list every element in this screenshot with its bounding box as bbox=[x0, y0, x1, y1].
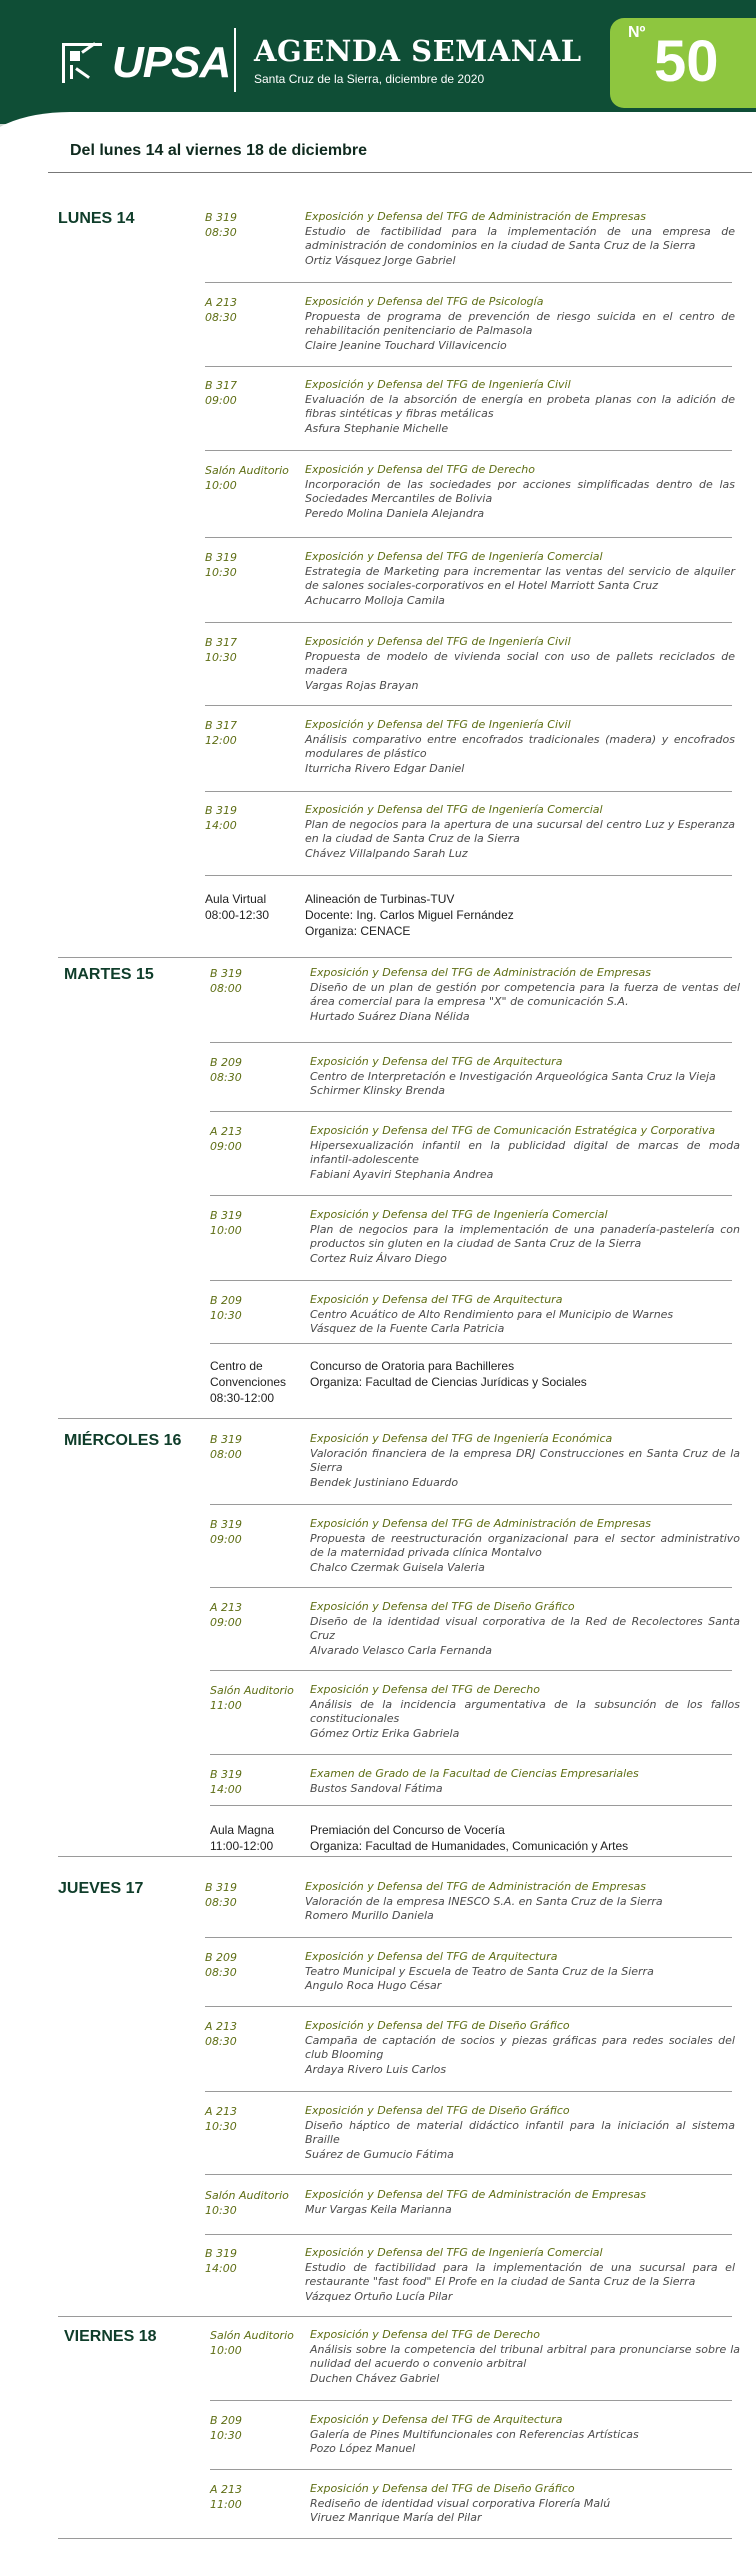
divider bbox=[58, 2538, 732, 2539]
entry-room-time bbox=[205, 463, 305, 493]
entry-title: Exposición y Defensa del TFG de Administración de Empresas bbox=[310, 1517, 652, 1530]
entry-detail: Suárez de Gumucio Fátima bbox=[305, 2147, 454, 2161]
entry-detail: Propuesta de programa de prevención de riesgo suicida en el centro de rehabilitación penitenciario de Palmasola bbox=[305, 309, 735, 337]
entry-description bbox=[305, 718, 735, 776]
divider bbox=[205, 2174, 732, 2175]
entry-detail: Hurtado Suárez Diana Nélida bbox=[310, 1009, 470, 1023]
entry-detail: Peredo Molina Daniela Alejandra bbox=[305, 506, 485, 520]
divider bbox=[210, 1805, 732, 1806]
divider bbox=[205, 2091, 732, 2092]
entry-detail: Análisis de la incidencia argumentativa de la subsunción de los fallos constitucionales bbox=[310, 1697, 740, 1725]
entry-description bbox=[305, 2104, 735, 2162]
entry-title: Exposición y Defensa del TFG de Derecho bbox=[310, 1683, 540, 1696]
room-time-line: 09:00 bbox=[210, 1616, 242, 1629]
divider bbox=[210, 2469, 732, 2470]
room-time-line: 08:00 bbox=[210, 1448, 242, 1461]
entry-detail: Angulo Roca Hugo César bbox=[305, 1979, 442, 1992]
entry-description bbox=[310, 1600, 740, 1658]
entry-detail: Plan de negocios para la implementación de una panadería-pastelería con productos sin gluten en la ciudad de Santa Cruz de la Sierra bbox=[310, 1222, 740, 1250]
divider bbox=[210, 1042, 732, 1043]
room-time-line: 10:00 bbox=[205, 479, 237, 492]
room-time-line: Centro de bbox=[210, 1359, 263, 1373]
room-time-line: 10:30 bbox=[205, 651, 237, 664]
entry-detail: Propuesta de modelo de vivienda social con uso de pallets reciclados de madera bbox=[305, 649, 735, 677]
entry-room-time bbox=[205, 1880, 305, 1910]
divider bbox=[205, 450, 732, 451]
entry-title: Exposición y Defensa del TFG de Ingeniería Civil bbox=[305, 635, 571, 648]
entry-description bbox=[310, 1293, 740, 1337]
entry-detail: Análisis sobre la competencia del tribunal arbitral para pronunciarse sobre la nulidad del acuerdo o convenio arbitral bbox=[310, 2342, 740, 2370]
entry-title: Exposición y Defensa del TFG de Ingeniería Económica bbox=[310, 1432, 613, 1445]
room-time-line: 08:30 bbox=[205, 226, 237, 239]
entry-detail: Valoración financiera de la empresa DRJ Construcciones en Santa Cruz de la Sierra bbox=[310, 1446, 740, 1474]
entry-title: Exposición y Defensa del TFG de Ingeniería Civil bbox=[305, 718, 571, 731]
room-time-line: 14:00 bbox=[210, 1783, 242, 1796]
entry-detail: Vargas Rojas Brayan bbox=[305, 678, 419, 692]
entry-detail: Propuesta de reestructuración organizacional para el sector administrativo de la maternidad privada clínica Montalvo bbox=[310, 1531, 740, 1559]
room-time-line: 10:00 bbox=[210, 2344, 242, 2357]
room-time-line: B 319 bbox=[210, 1433, 243, 1446]
entry-detail: Hipersexualización infantil en la publicidad digital de marcas de moda infantil-adolescente bbox=[310, 1138, 740, 1166]
entry-room-time bbox=[210, 1683, 310, 1713]
entry-title: Alineación de Turbinas-TUV bbox=[305, 892, 455, 906]
entry-description bbox=[310, 1822, 740, 1854]
entry-description bbox=[305, 1950, 735, 1994]
day-heading: MARTES 15 bbox=[64, 966, 154, 983]
entry-room-time bbox=[210, 1517, 310, 1547]
entry-detail: Centro de Interpretación e Investigación Arqueológica Santa Cruz la Vieja bbox=[310, 1069, 716, 1083]
divider bbox=[205, 537, 732, 538]
day-heading: VIERNES 18 bbox=[64, 2328, 157, 2345]
divider bbox=[210, 1195, 732, 1196]
divider bbox=[58, 1418, 732, 1419]
entry-title: Exposición y Defensa del TFG de Diseño Gráfico bbox=[310, 2482, 575, 2495]
entry-detail: Duchen Chávez Gabriel bbox=[310, 2371, 440, 2385]
entry-room-time bbox=[210, 2328, 310, 2358]
entry-room-time bbox=[205, 2019, 305, 2049]
entry-detail: Diseño háptico de material didáctico infantil para la iniciación al sistema Braille bbox=[305, 2118, 735, 2146]
divider bbox=[205, 366, 732, 367]
entry-detail: Alvarado Velasco Carla Fernanda bbox=[310, 1643, 493, 1657]
divider bbox=[210, 1754, 732, 1755]
entry-description bbox=[310, 1767, 740, 1796]
room-time-line: 10:30 bbox=[210, 1309, 242, 1322]
day-heading: MIÉRCOLES 16 bbox=[64, 1432, 182, 1449]
entry-title: Exposición y Defensa del TFG de Derecho bbox=[305, 463, 535, 476]
room-time-line: B 319 bbox=[210, 1209, 243, 1222]
entry-detail: Estudio de factibilidad para la implementación de una sucursal para el restaurante "fast food" El Profe en la ciudad de Santa Cruz de la Sierra bbox=[305, 2260, 735, 2288]
divider bbox=[205, 282, 732, 283]
divider bbox=[210, 1587, 732, 1588]
issue-number-label: Nº bbox=[628, 24, 646, 41]
room-time-line: B 317 bbox=[205, 636, 238, 649]
entry-title: Exposición y Defensa del TFG de Administración de Empresas bbox=[310, 966, 652, 979]
entry-detail: Análisis comparativo entre encofrados tradicionales (madera) y encofrados modulares de plástico bbox=[305, 732, 735, 760]
week-range: Del lunes 14 al viernes 18 de diciembre bbox=[70, 142, 368, 159]
entry-description bbox=[305, 2246, 735, 2304]
entry-detail: Viruez Manrique María del Pilar bbox=[310, 2511, 482, 2524]
room-time-line: B 209 bbox=[210, 2414, 243, 2427]
entry-detail: Valoración de la empresa INESCO S.A. en Santa Cruz de la Sierra bbox=[305, 1894, 663, 1908]
entry-room-time bbox=[205, 2246, 305, 2276]
entry-title: Exposición y Defensa del TFG de Arquitectura bbox=[310, 2413, 563, 2426]
entry-detail: Organiza: CENACE bbox=[305, 924, 411, 938]
page-title: AGENDA SEMANAL bbox=[254, 34, 582, 68]
entry-detail: Pozo López Manuel bbox=[310, 2442, 416, 2455]
room-time-line: B 319 bbox=[205, 804, 238, 817]
room-time-line: B 209 bbox=[210, 1294, 243, 1307]
entry-title: Exposición y Defensa del TFG de Administración de Empresas bbox=[305, 210, 647, 223]
divider bbox=[205, 705, 732, 706]
room-time-line: B 209 bbox=[205, 1951, 238, 1964]
room-time-line: 10:30 bbox=[205, 566, 237, 579]
room-time-line: A 213 bbox=[205, 2020, 238, 2033]
room-time-line: B 319 bbox=[205, 551, 238, 564]
entry-detail: Claire Jeanine Touchard Villavicencio bbox=[305, 338, 507, 352]
upsa-emblem-icon bbox=[62, 43, 106, 83]
divider bbox=[205, 875, 732, 876]
entry-detail: Chalco Czermak Guisela Valeria bbox=[310, 1560, 485, 1574]
room-time-line: B 317 bbox=[205, 379, 238, 392]
entry-description bbox=[305, 891, 735, 939]
room-time-line: B 319 bbox=[205, 211, 238, 224]
entry-detail: Campaña de captación de socios y piezas gráficas para redes sociales del club Blooming bbox=[305, 2033, 735, 2061]
entry-detail: Iturricha Rivero Edgar Daniel bbox=[305, 761, 465, 775]
divider bbox=[210, 1343, 732, 1344]
entry-detail: Incorporación de las sociedades por acciones simplificadas dentro de las Sociedades Mercantiles de Bolivia bbox=[305, 477, 735, 505]
room-time-line: 11:00 bbox=[210, 2498, 242, 2511]
room-time-line: 12:00 bbox=[205, 734, 237, 747]
room-time-line: 10:30 bbox=[205, 2204, 237, 2217]
room-time-line: A 213 bbox=[205, 296, 238, 309]
room-time-line: A 213 bbox=[210, 2483, 243, 2496]
room-time-line: Aula Virtual bbox=[205, 892, 267, 906]
entry-detail: Romero Murillo Daniela bbox=[305, 1909, 434, 1922]
entry-detail: Gómez Ortiz Erika Gabriela bbox=[310, 1726, 460, 1740]
room-time-line: 08:30 bbox=[205, 1966, 237, 1979]
divider bbox=[58, 1856, 732, 1857]
entry-description bbox=[305, 550, 735, 608]
entry-title: Exposición y Defensa del TFG de Ingeniería Comercial bbox=[305, 803, 603, 816]
entry-room-time bbox=[210, 1767, 310, 1797]
entry-title: Exposición y Defensa del TFG de Ingeniería Civil bbox=[305, 378, 571, 391]
entry-title: Exposición y Defensa del TFG de Psicología bbox=[305, 295, 544, 308]
room-time-line: 11:00-12:00 bbox=[210, 1839, 274, 1853]
room-time-line: 14:00 bbox=[205, 819, 237, 832]
entry-room-time bbox=[210, 1822, 310, 1854]
entry-description bbox=[310, 2328, 740, 2386]
room-time-line: Salón Auditorio bbox=[205, 2189, 289, 2202]
logo-text: UPSA bbox=[112, 38, 231, 87]
entry-title: Examen de Grado de la Facultad de Ciencias Empresariales bbox=[310, 1767, 639, 1780]
entry-room-time bbox=[205, 2188, 305, 2218]
room-time-line: 10:30 bbox=[210, 2429, 242, 2442]
issue-number-badge bbox=[610, 18, 756, 108]
entry-room-time bbox=[210, 1600, 310, 1630]
entry-description bbox=[305, 803, 735, 861]
divider bbox=[210, 1504, 732, 1505]
room-time-line: B 209 bbox=[210, 1056, 243, 1069]
entry-room-time bbox=[210, 1055, 310, 1085]
room-time-line: B 319 bbox=[210, 1768, 243, 1781]
room-time-line: 10:30 bbox=[205, 2120, 237, 2133]
room-time-line: 09:00 bbox=[210, 1533, 242, 1546]
room-time-line: 08:30 bbox=[210, 1071, 242, 1084]
day-heading: JUEVES 17 bbox=[58, 1880, 144, 1897]
entry-detail: Organiza: Facultad de Humanidades, Comunicación y Artes bbox=[310, 1839, 629, 1853]
header-divider bbox=[234, 28, 236, 92]
entry-title: Exposición y Defensa del TFG de Diseño Gráfico bbox=[305, 2104, 570, 2117]
entry-description bbox=[305, 1880, 735, 1924]
entry-room-time bbox=[210, 1293, 310, 1323]
entry-title: Exposición y Defensa del TFG de Administración de Empresas bbox=[305, 1880, 647, 1893]
entry-room-time bbox=[210, 966, 310, 996]
entry-detail: Ortiz Vásquez Jorge Gabriel bbox=[305, 253, 456, 267]
room-time-line: Salón Auditorio bbox=[205, 464, 289, 477]
room-time-line: 08:30 bbox=[205, 1896, 237, 1909]
entry-title: Exposición y Defensa del TFG de Ingeniería Comercial bbox=[310, 1208, 608, 1221]
entry-description bbox=[310, 1055, 740, 1099]
entry-description bbox=[310, 1517, 740, 1575]
room-time-line: 09:00 bbox=[210, 1140, 242, 1153]
entry-detail: Chávez Villalpando Sarah Luz bbox=[305, 846, 468, 860]
entry-description bbox=[310, 966, 740, 1024]
entry-description bbox=[305, 2019, 735, 2077]
room-time-line: A 213 bbox=[210, 1125, 243, 1138]
entry-room-time bbox=[210, 1358, 310, 1406]
entry-room-time bbox=[205, 718, 305, 748]
upsa-logo bbox=[62, 38, 230, 88]
entry-detail: Estudio de factibilidad para la implementación de una empresa de administración de condominios en la ciudad de Santa Cruz de la Sierra bbox=[305, 224, 735, 252]
room-time-line: Aula Magna bbox=[210, 1823, 275, 1837]
room-time-line: B 319 bbox=[210, 1518, 243, 1531]
divider bbox=[205, 791, 732, 792]
entry-room-time bbox=[205, 550, 305, 580]
entry-room-time bbox=[205, 1950, 305, 1980]
entry-detail: Teatro Municipal y Escuela de Teatro de Santa Cruz de la Sierra bbox=[305, 1964, 654, 1978]
entry-detail: Centro Acuático de Alto Rendimiento para el Municipio de Warnes bbox=[310, 1307, 674, 1321]
divider bbox=[58, 957, 732, 958]
page-subtitle: Santa Cruz de la Sierra, diciembre de 2020 bbox=[254, 72, 485, 86]
entry-room-time bbox=[205, 803, 305, 833]
entry-title: Exposición y Defensa del TFG de Arquitectura bbox=[305, 1950, 558, 1963]
entry-room-time bbox=[210, 1208, 310, 1238]
entry-detail: Diseño de la identidad visual corporativa de la Red de Recolectores Santa Cruz bbox=[310, 1614, 740, 1642]
entry-description bbox=[305, 295, 735, 353]
entry-title: Premiación del Concurso de Vocería bbox=[310, 1823, 505, 1837]
entry-detail: Cortez Ruiz Álvaro Diego bbox=[310, 1251, 447, 1265]
entry-detail: Diseño de un plan de gestión por competencia para la fuerza de ventas del área comercial para la empresa "X" de comunicación S.A. bbox=[310, 980, 740, 1008]
entry-room-time bbox=[210, 2482, 310, 2512]
room-time-line: B 317 bbox=[205, 719, 238, 732]
room-time-line: B 319 bbox=[205, 1881, 238, 1894]
entry-detail: Plan de negocios para la apertura de una sucursal del centro Luz y Esperanza en la ciudad de Santa Cruz de la Sierra bbox=[305, 817, 735, 845]
room-time-line: 08:00 bbox=[210, 982, 242, 995]
entry-description bbox=[310, 1432, 740, 1490]
divider bbox=[48, 172, 752, 173]
entry-room-time bbox=[205, 210, 305, 240]
entry-detail: Asfura Stephanie Michelle bbox=[305, 421, 449, 435]
entry-room-time bbox=[205, 891, 305, 923]
entry-detail: Rediseño de identidad visual corporativa Florería Malú bbox=[310, 2496, 611, 2510]
divider bbox=[210, 2400, 732, 2401]
room-time-line: A 213 bbox=[210, 1601, 243, 1614]
entry-title: Exposición y Defensa del TFG de Arquitectura bbox=[310, 1293, 563, 1306]
entry-description bbox=[305, 378, 735, 436]
room-time-line: 11:00 bbox=[210, 1699, 242, 1712]
entry-room-time bbox=[210, 2413, 310, 2443]
entry-detail: Ardaya Rivero Luis Carlos bbox=[305, 2062, 447, 2076]
entry-description bbox=[310, 1358, 740, 1390]
entry-title: Exposición y Defensa del TFG de Ingeniería Comercial bbox=[305, 2246, 603, 2259]
entry-room-time bbox=[205, 295, 305, 325]
room-time-line: 08:30 bbox=[205, 311, 237, 324]
room-time-line: 14:00 bbox=[205, 2262, 237, 2275]
entry-description bbox=[310, 1208, 740, 1266]
entry-title: Exposición y Defensa del TFG de Comunicación Estratégica y Corporativa bbox=[310, 1124, 716, 1137]
entry-detail: Vásquez de la Fuente Carla Patricia bbox=[310, 1322, 505, 1335]
room-time-line: 09:00 bbox=[205, 394, 237, 407]
entry-detail: Bendek Justiniano Eduardo bbox=[310, 1475, 459, 1489]
header-banner bbox=[0, 0, 756, 124]
entry-title: Exposición y Defensa del TFG de Diseño Gráfico bbox=[305, 2019, 570, 2032]
entry-detail: Estrategia de Marketing para incrementar las ventas del servicio de alquiler de salones sociales-corporativos en el Hotel Marriott Santa Cruz bbox=[305, 564, 735, 592]
entry-detail: Vázquez Ortuño Lucía Pilar bbox=[305, 2289, 453, 2303]
entry-description bbox=[310, 2482, 740, 2526]
entry-room-time bbox=[205, 378, 305, 408]
entry-description bbox=[310, 1683, 740, 1741]
entry-description bbox=[305, 2188, 735, 2217]
entry-detail: Organiza: Facultad de Ciencias Jurídicas y Sociales bbox=[310, 1375, 587, 1389]
divider bbox=[205, 2234, 732, 2235]
divider bbox=[210, 1111, 732, 1112]
entry-title: Exposición y Defensa del TFG de Ingeniería Comercial bbox=[305, 550, 603, 563]
room-time-line: 08:00-12:30 bbox=[205, 908, 270, 922]
room-time-line: Salón Auditorio bbox=[210, 1684, 294, 1697]
room-time-line: Convenciones bbox=[210, 1375, 287, 1389]
entry-detail: Galería de Pines Multifuncionales con Referencias Artísticas bbox=[310, 2427, 639, 2441]
room-time-line: 08:30-12:00 bbox=[210, 1391, 275, 1405]
issue-number: 50 bbox=[654, 29, 719, 94]
entry-room-time bbox=[210, 1432, 310, 1462]
divider bbox=[210, 1280, 732, 1281]
entry-description bbox=[310, 2413, 740, 2457]
entry-title: Exposición y Defensa del TFG de Diseño Gráfico bbox=[310, 1600, 575, 1613]
entry-title: Exposición y Defensa del TFG de Administración de Empresas bbox=[305, 2188, 647, 2201]
entry-detail: Docente: Ing. Carlos Miguel Fernández bbox=[305, 908, 514, 922]
room-time-line: Salón Auditorio bbox=[210, 2329, 294, 2342]
divider bbox=[58, 2316, 732, 2317]
entry-title: Exposición y Defensa del TFG de Arquitectura bbox=[310, 1055, 563, 1068]
day-heading: LUNES 14 bbox=[58, 210, 135, 227]
room-time-line: B 319 bbox=[210, 967, 243, 980]
room-time-line: B 319 bbox=[205, 2247, 238, 2260]
entry-detail: Achucarro Molloja Camila bbox=[305, 593, 445, 607]
divider bbox=[205, 1937, 732, 1938]
entry-detail: Bustos Sandoval Fátima bbox=[310, 1781, 443, 1795]
entry-detail: Mur Vargas Keila Marianna bbox=[305, 2202, 452, 2216]
room-time-line: 08:30 bbox=[205, 2035, 237, 2048]
entry-title: Exposición y Defensa del TFG de Derecho bbox=[310, 2328, 540, 2341]
entry-room-time bbox=[205, 635, 305, 665]
room-time-line: 10:00 bbox=[210, 1224, 242, 1237]
entry-description bbox=[310, 1124, 740, 1182]
entry-room-time bbox=[210, 1124, 310, 1154]
entry-detail: Schirmer Klinsky Brenda bbox=[310, 1084, 446, 1097]
divider bbox=[210, 1670, 732, 1671]
entry-description bbox=[305, 210, 735, 268]
entry-description bbox=[305, 463, 735, 521]
divider bbox=[205, 622, 732, 623]
entry-title: Concurso de Oratoria para Bachilleres bbox=[310, 1359, 515, 1373]
entry-detail: Evaluación de la absorción de energía en probeta planas con la adición de fibras sintéticas y fibras metálicas bbox=[305, 392, 735, 420]
entry-description bbox=[305, 635, 735, 693]
divider bbox=[205, 2006, 732, 2007]
entry-room-time bbox=[205, 2104, 305, 2134]
room-time-line: A 213 bbox=[205, 2105, 238, 2118]
entry-detail: Fabiani Ayaviri Stephania Andrea bbox=[310, 1167, 494, 1181]
